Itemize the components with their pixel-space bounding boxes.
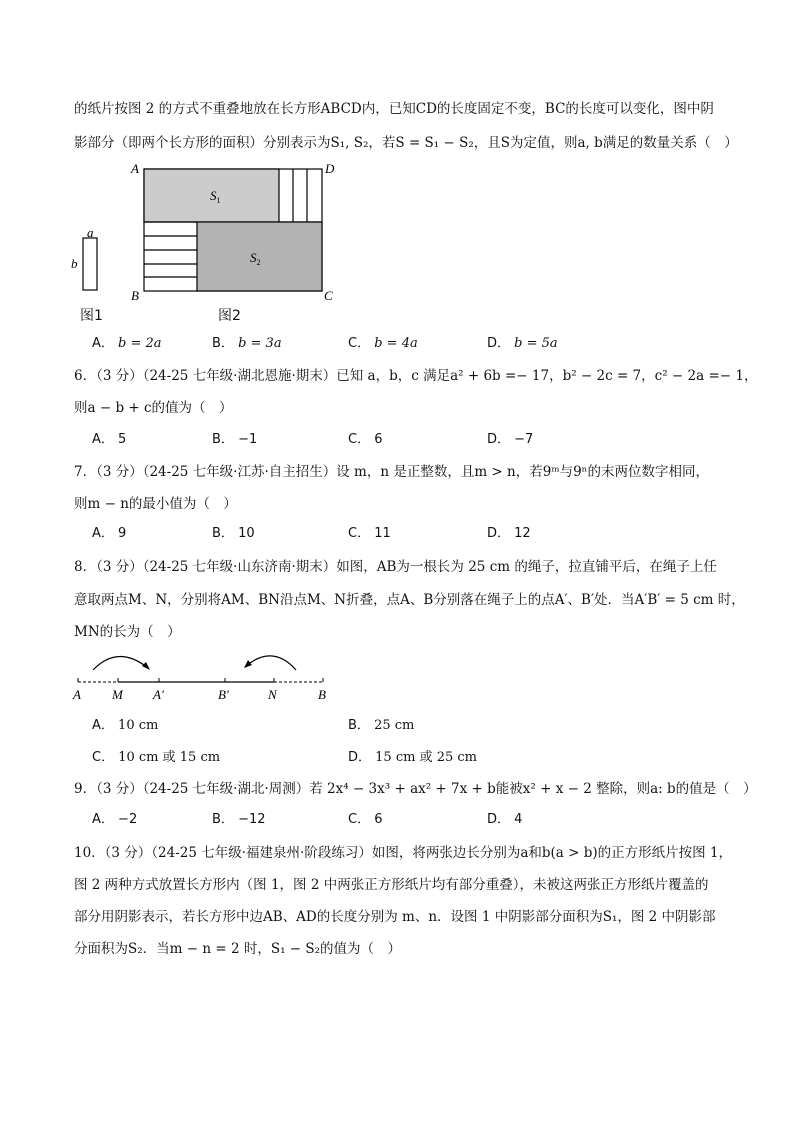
q7-stem-line1: 7．（3 分）（24-25 七年级·江苏·自主招生）设 m，n 是正整数，且m > n，若9ᵐ与9ⁿ的末两位数字相同， (74, 464, 710, 480)
q10-stem-line2: 图 2 两种方式放置长方形内（图 1，图 2 中两张正方形纸片均有部分重叠），未被这两张正方形纸片覆盖的 (74, 877, 709, 893)
rope-label-M: M (112, 687, 123, 702)
q8-option-c[interactable]: C． 10 cm 或 15 cm (92, 750, 221, 765)
q10-stem-line1: 10．（3 分）（24-25 七年级·福建泉州·阶段练习）如图，将两张边长分别为a和b(a > b)的正方形纸片按图 1， (74, 845, 733, 861)
rope-label-A: A (73, 687, 81, 702)
q5-option-a[interactable]: A． b = 2a (92, 336, 162, 351)
q6-stem-line2: 则a − b + c的值为（ ） (74, 400, 233, 416)
q8-option-a[interactable]: A． 10 cm (92, 718, 159, 733)
q7-option-a[interactable]: A． 9 (92, 526, 127, 541)
label-s1: $S_1$ (210, 188, 221, 205)
q10-stem-line3: 部分用阴影表示，若长方形中边AB、AD的长度分别为 m、n．设图 1 中阴影部分面积为S₁，图 2 中阴影部 (74, 909, 716, 925)
q8-rope-figure (68, 648, 338, 704)
q8-option-b[interactable]: B． 25 cm (348, 718, 415, 733)
figure1-caption: 图1 (80, 308, 103, 324)
q6-option-c[interactable]: C． 6 (348, 432, 383, 447)
q8-stem-line1: 8．（3 分）（24-25 七年级·山东济南·期末）如图，AB为一根长为 25 cm 的绳子，拉直铺平后，在绳子上任 (74, 559, 717, 575)
q9-stem-line1: 9．（3 分）（24-25 七年级·湖北·周测）若 2x⁴ − 3x³ + ax² + 7x + b能被x² + x − 2 整除，则a: b的值是（ ） (74, 781, 757, 797)
q7-option-d[interactable]: D． 12 (487, 526, 531, 541)
q9-option-d[interactable]: D． 4 (487, 812, 523, 827)
q6-option-d[interactable]: D． −7 (487, 432, 534, 447)
q5-option-d[interactable]: D． b = 5a (487, 336, 558, 351)
q6-option-b[interactable]: B． −1 (212, 432, 258, 447)
q7-option-c[interactable]: C． 11 (348, 526, 391, 541)
fig1-label-b: b (71, 256, 78, 271)
q5-stem-line1: 的纸片按图 2 的方式不重叠地放在长方形ABCD内，已知CD的长度固定不变，BC的长度可以变化，图中阴 (74, 101, 714, 117)
q9-option-b[interactable]: B． −12 (212, 812, 266, 827)
rope-label-A-prime: A' (153, 687, 164, 702)
q5-stem-line2: 影部分（即两个长方形的面积）分别表示为S₁, S₂，若S = S₁ − S₂，且S为定值，则a, b满足的数量关系（ ） (74, 135, 738, 151)
label-s2: $S_2$ (250, 250, 261, 267)
q8-stem-line2: 意取两点M、N，分别将AM、BN沿点M、N折叠，点A、B分别落在绳子上的点A′、B′处．当A′B′ = 5 cm 时， (74, 592, 745, 608)
q5-option-b[interactable]: B． b = 3a (212, 336, 282, 351)
q10-stem-line4: 分面积为S₂．当m − n = 2 时，S₁ − S₂的值为（ ） (74, 941, 402, 957)
q7-stem-line2: 则m − n的最小值为（ ） (74, 496, 237, 512)
vertex-B: B (131, 288, 139, 303)
q5-figure2 (128, 158, 343, 303)
q6-option-a[interactable]: A． 5 (92, 432, 127, 447)
q5-figure1 (66, 225, 116, 300)
rope-label-B-prime: B' (218, 687, 229, 702)
figure2-caption: 图2 (218, 308, 241, 324)
fig1-label-a: a (87, 225, 94, 240)
vertex-C: C (324, 288, 333, 303)
region-s2 (197, 222, 322, 291)
q8-option-d[interactable]: D． 15 cm 或 25 cm (348, 750, 477, 765)
rope-label-B: B (318, 687, 326, 702)
q7-option-b[interactable]: B． 10 (212, 526, 255, 541)
q6-stem-line1: 6．（3 分）（24-25 七年级·湖北恩施·期末）已知 a，b，c 满足a² + 6b =− 17，b² − 2c = 7，c² − 2a =− 1， (74, 368, 758, 384)
q9-option-c[interactable]: C． 6 (348, 812, 383, 827)
vertex-D: D (325, 161, 335, 176)
q8-stem-line3: MN的长为（ ） (74, 624, 181, 640)
q9-option-a[interactable]: A． −2 (92, 812, 138, 827)
vertex-A: A (131, 161, 139, 176)
rope-label-N: N (268, 687, 277, 702)
q5-option-c[interactable]: C． b = 4a (348, 336, 418, 351)
